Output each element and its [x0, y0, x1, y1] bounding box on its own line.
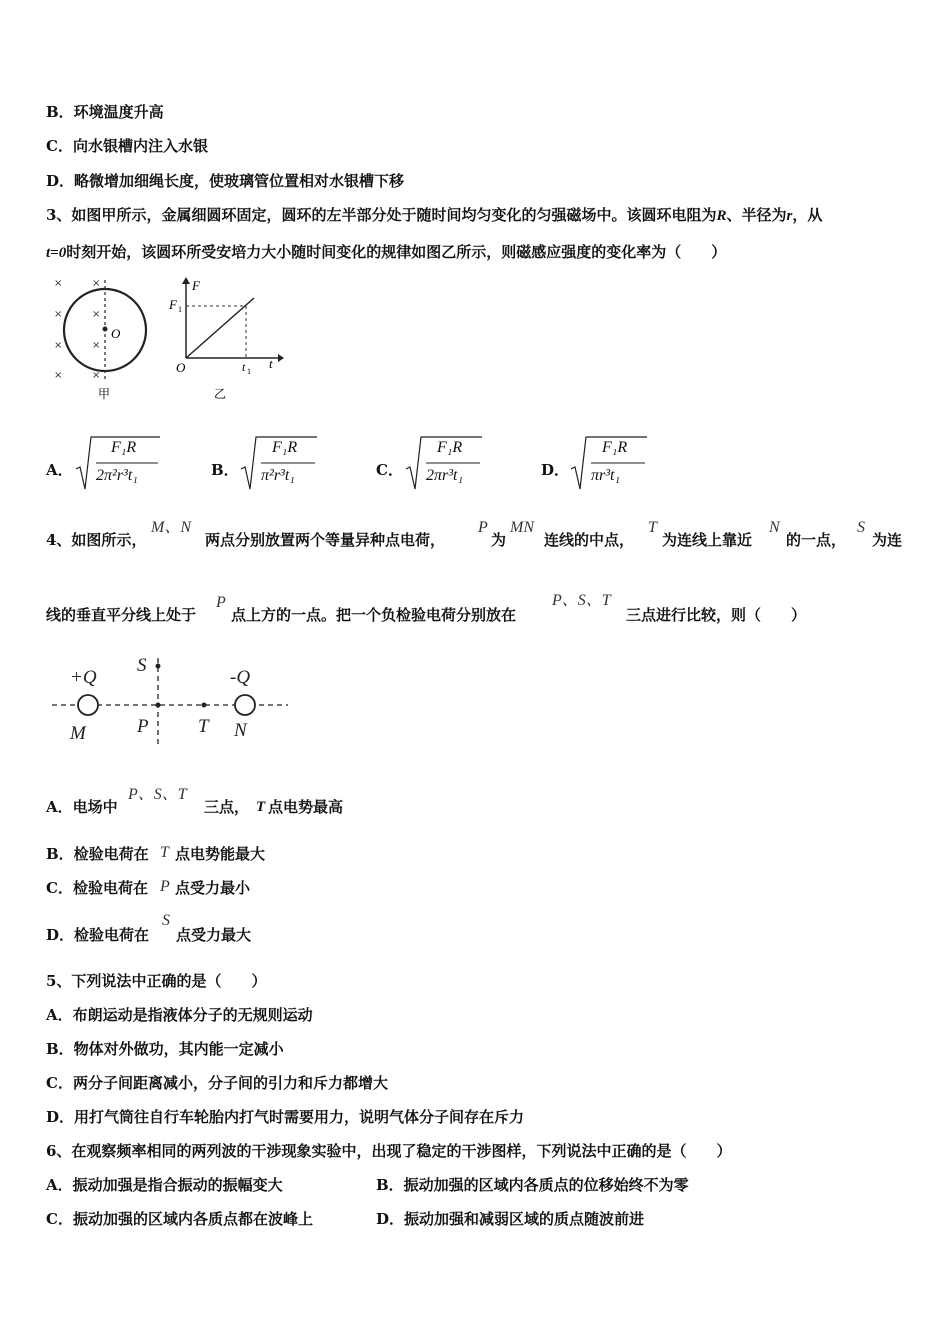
q5-option-a: A．布朗运动是指液体分子的无规则运动	[46, 1006, 313, 1024]
q6-option-a: A．振动加强是指合振动的振幅变大	[46, 1176, 283, 1194]
f1-label: F	[169, 297, 177, 312]
svg-text:×: ×	[54, 278, 63, 289]
q3-option-denominator: 2πr³t₁	[426, 467, 464, 484]
svg-text:×: ×	[54, 340, 63, 351]
q4-a-T: T	[256, 799, 266, 815]
q4-text-4: 连线的中点，	[544, 531, 635, 549]
q4-S-symbol: S	[857, 519, 865, 536]
q3-option-numerator: F₁R	[437, 439, 463, 456]
q4-a-PST: P、S、T	[128, 786, 187, 803]
q4-b-text-1: B．检验电荷在	[46, 845, 149, 863]
svg-text:×: ×	[92, 278, 101, 289]
q4-MN2-symbol: MN	[510, 519, 534, 536]
q4-d-text-1: D．检验电荷在	[46, 926, 150, 944]
plus-q-label: +Q	[70, 667, 97, 688]
q5-option-d: D．用打气筒往自行车轮胎内打气时需要用力，说明气体分子间存在斥力	[46, 1108, 525, 1126]
q4-text-1: 4、如图所示，	[46, 531, 147, 549]
q3-option-denominator: 2π²r³t₁	[96, 467, 138, 484]
q4-stem-line1	[46, 519, 916, 560]
q3-text-b: 、半径为	[726, 206, 787, 224]
t1-label: t	[242, 360, 246, 374]
q4-a-text-2: 三点，	[204, 798, 250, 816]
q3-figure-ring	[48, 272, 158, 402]
q4-N-symbol: N	[769, 519, 780, 536]
charge-N-circle	[235, 695, 255, 715]
q3-r: r	[786, 208, 793, 224]
ring-center-dot	[103, 327, 108, 332]
svg-text:×: ×	[54, 370, 63, 381]
q4-option-a	[46, 786, 446, 825]
origin-label: O	[176, 360, 186, 375]
q3-option-denominator: π²r³t₁	[261, 467, 295, 484]
q4-option-d	[46, 912, 446, 953]
q4-MN-symbol: M、N	[151, 519, 192, 536]
q3-text-d: 时刻开始，该圆环所受安培力大小随时间变化的规律如图乙所示，则磁感应强度的变化率为（ ）	[66, 243, 727, 261]
point-T-dot	[202, 703, 207, 708]
q3-option-label: D．	[541, 461, 570, 479]
q3-option-numerator: F₁R	[602, 439, 628, 456]
q4-b-text-2: 点电势能最大	[175, 845, 266, 863]
q4-text-9: 点上方的一点。把一个负检验电荷分别放在	[231, 606, 517, 624]
f-axis-arrow	[182, 277, 190, 284]
q4-text-3: 为	[491, 531, 507, 549]
q3-option-label: C．	[376, 461, 403, 479]
t-axis-arrow	[278, 354, 284, 362]
q3-option-label: A．	[46, 461, 73, 479]
q3-option-numerator: F₁R	[111, 439, 137, 456]
q4-c-text-1: C．检验电荷在	[46, 879, 148, 897]
q4-d-S: S	[162, 912, 170, 929]
q4-d-text-2: 点受力最大	[176, 926, 252, 944]
q6-option-d: D．振动加强和减弱区域的质点随波前进	[376, 1210, 645, 1228]
fig-yi-label: 乙	[214, 387, 227, 401]
q4-P2-symbol: P	[216, 594, 226, 611]
q4-text-7: 为连	[872, 531, 903, 549]
t-axis-label: t	[269, 356, 273, 371]
q3-text-a: 3、如图甲所示，金属细圆环固定，圆环的左半部分处于随时间均匀变化的匀强磁场中。该圆环电阻为	[46, 206, 717, 224]
q3-figure-graph	[166, 276, 286, 402]
q2-option-b: B．环境温度升高	[46, 103, 164, 121]
svg-text:1: 1	[247, 367, 251, 376]
point-P-dot	[156, 703, 161, 708]
q4-text-5: 为连线上靠近	[662, 531, 753, 549]
q4-text-2: 两点分别放置两个等量异种点电荷，	[205, 531, 446, 549]
ring-center-label: O	[111, 326, 121, 341]
q4-option-c	[46, 878, 446, 902]
minus-q-label: -Q	[230, 667, 251, 688]
q5-option-c: C．两分子间距离减小，分子间的引力和斥力都增大	[46, 1074, 388, 1092]
q4-c-text-2: 点受力最小	[175, 879, 251, 897]
magnetic-field-marks	[54, 278, 100, 381]
q2-option-c: C．向水银槽内注入水银	[46, 137, 208, 155]
q4-text-6: 的一点，	[786, 531, 847, 549]
q4-a-text-1: A．电场中	[46, 798, 118, 816]
q2-option-d: D．略微增加细绳长度，使玻璃管位置相对水银槽下移	[46, 172, 405, 190]
graph-line	[186, 298, 254, 358]
q4-text-10: 三点进行比较，则（ ）	[626, 606, 807, 624]
q4-PST-symbol: P、S、T	[552, 592, 611, 609]
q3-stem-line2	[46, 242, 726, 263]
p-label: P	[137, 716, 149, 737]
n-label: N	[234, 720, 247, 741]
q4-option-b	[46, 844, 446, 868]
q4-a-text-3: 点电势最高	[268, 798, 344, 816]
q4-b-T: T	[160, 844, 169, 861]
q5-option-b: B．物体对外做功，其内能一定减小	[46, 1040, 284, 1058]
t-label: T	[198, 716, 209, 737]
q4-P-symbol: P	[478, 519, 488, 536]
fig-jia-label: 甲	[98, 387, 111, 401]
svg-text:×: ×	[92, 309, 101, 320]
q5-stem: 5、下列说法中正确的是（ ）	[46, 972, 267, 990]
q4-stem-line2	[46, 592, 916, 635]
point-S-dot	[156, 664, 161, 669]
q3-t0: t=0	[46, 245, 67, 261]
m-label: M	[70, 723, 86, 744]
q6-stem: 6、在观察频率相同的两列波的干涉现象实验中，出现了稳定的干涉图样，下列说法中正确的是（ ）	[46, 1142, 732, 1160]
q3-text-c: ，从	[792, 206, 823, 224]
q6-option-c: C．振动加强的区域内各质点都在波峰上	[46, 1210, 313, 1228]
q3-option-label: B．	[211, 461, 239, 479]
s-label: S	[137, 655, 147, 676]
svg-text:×: ×	[92, 370, 101, 381]
q3-stem-line1	[46, 205, 822, 226]
svg-text:×: ×	[92, 340, 101, 351]
q3-option-denominator: πr³t₁	[591, 467, 621, 484]
q4-text-8: 线的垂直平分线上处于	[46, 606, 197, 624]
q3-option-numerator: F₁R	[272, 439, 298, 456]
q3-R: R	[716, 208, 727, 224]
charge-M-circle	[78, 695, 98, 715]
q6-option-b: B．振动加强的区域内各质点的位移始终不为零	[376, 1176, 689, 1194]
q4-c-P: P	[160, 878, 170, 895]
q4-figure-charges	[48, 648, 293, 748]
q4-T-symbol: T	[648, 519, 657, 536]
f-axis-label: F	[192, 278, 200, 293]
svg-text:1: 1	[178, 305, 182, 314]
svg-text:×: ×	[54, 309, 63, 320]
